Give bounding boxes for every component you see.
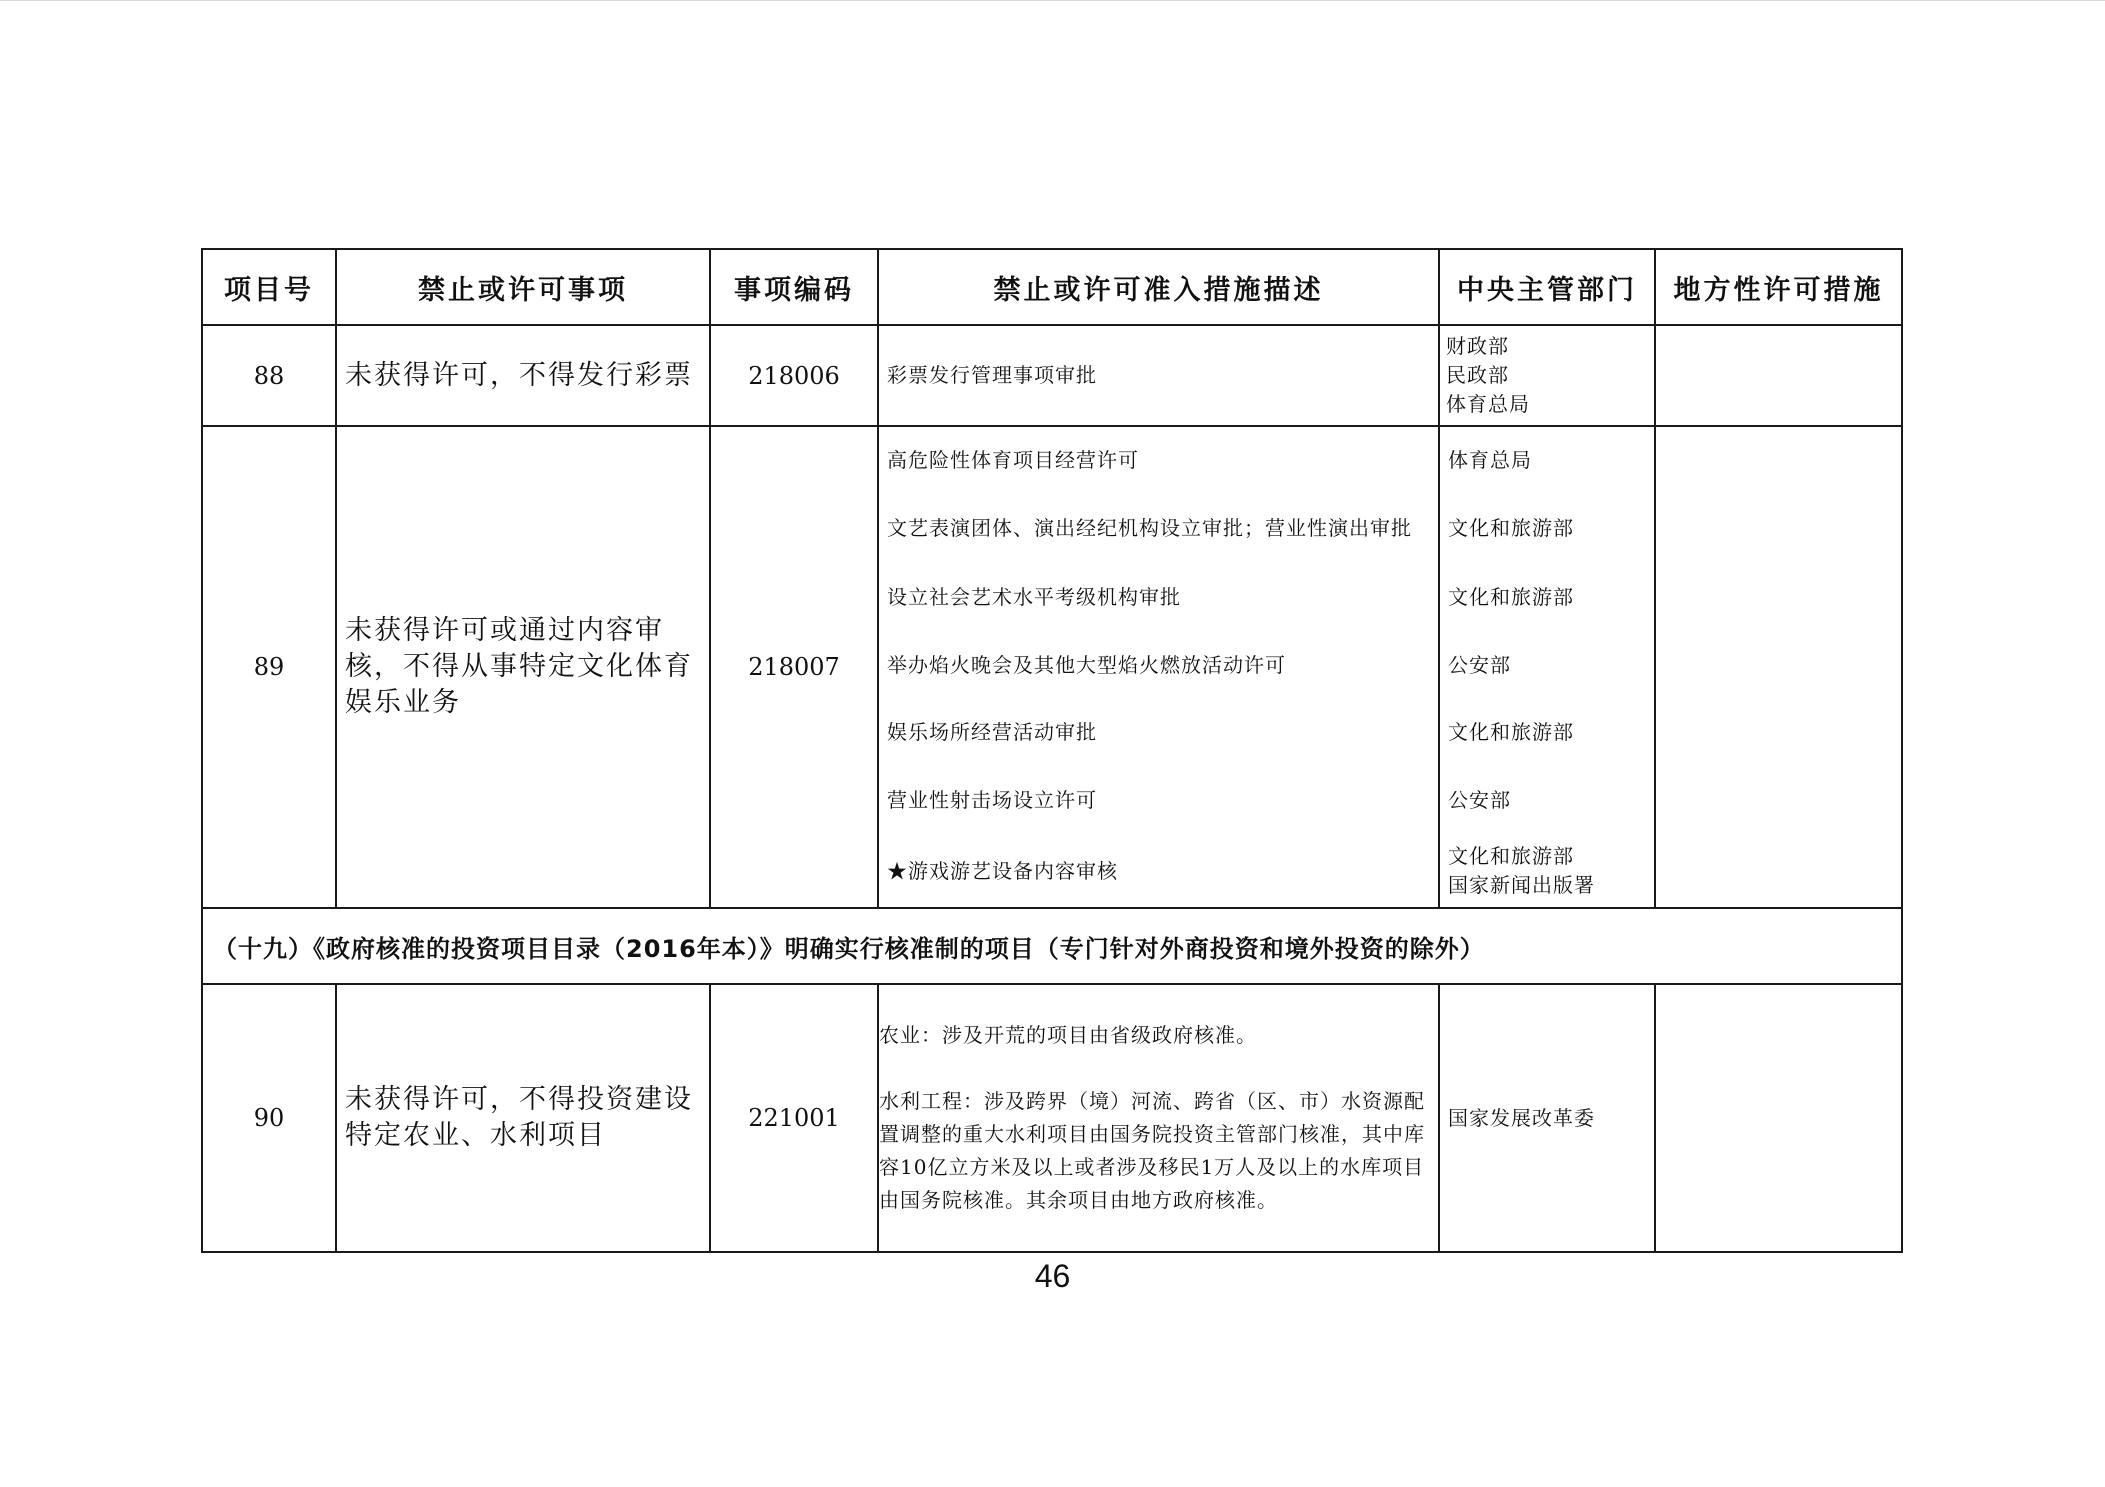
- dept-name: 体育总局: [1446, 392, 1530, 416]
- header-local-measure: 地方性许可措施: [1655, 249, 1902, 325]
- measure-desc: 举办焰火晚会及其他大型焰火燃放活动许可: [887, 652, 1286, 677]
- measure-desc: 娱乐场所经营活动审批: [887, 719, 1097, 744]
- row-item: 未获得许可或通过内容审核，不得从事特定文化体育娱乐业务: [336, 426, 710, 908]
- section-header-row: [202, 908, 1902, 984]
- header-measure-desc: 禁止或许可准入措施描述: [878, 249, 1439, 325]
- table-row: [202, 325, 1902, 426]
- header-item-name: 禁止或许可事项: [336, 249, 710, 325]
- table-row: [202, 426, 1902, 908]
- row-code: 218007: [710, 426, 878, 908]
- measure-desc: 彩票发行管理事项审批: [887, 363, 1097, 387]
- row-local-measure: [1655, 426, 1902, 908]
- section-title: （十九）《政府核准的投资项目目录（2016年本）》明确实行核准制的项目（专门针对外商投资和境外投资的除外）: [202, 908, 1902, 984]
- measure-desc: ★游戏游艺设备内容审核: [887, 858, 1118, 883]
- row-measure-desc: [878, 984, 1439, 1252]
- dept-name: 公安部: [1448, 787, 1511, 812]
- row-central-dept: [1439, 984, 1655, 1252]
- dept-name: 国家新闻出版署: [1448, 873, 1595, 897]
- header-central-dept: 中央主管部门: [1439, 249, 1655, 325]
- permit-table: [201, 248, 1903, 1253]
- row-code: 221001: [710, 984, 878, 1252]
- measure-desc: 水利工程：涉及跨界（境）河流、跨省（区、市）水资源配置调整的重大水利项目由国务院投资主管部门核准，其中库容10亿立方米及以上或者涉及移民1万人及以上的水库项目由国务院核准。其余项目由地方政府核准。: [879, 1089, 1425, 1212]
- row-no: 90: [202, 984, 336, 1252]
- dept-name: 公安部: [1448, 652, 1511, 677]
- row-measure-desc: [878, 325, 1439, 426]
- table-row: [202, 984, 1902, 1252]
- row-local-measure: [1655, 325, 1902, 426]
- measure-desc: 营业性射击场设立许可: [887, 787, 1097, 812]
- row-item: 未获得许可，不得投资建设特定农业、水利项目: [336, 984, 710, 1252]
- measure-desc: 设立社会艺术水平考级机构审批: [887, 584, 1181, 609]
- measure-desc: 高危险性体育项目经营许可: [887, 447, 1139, 472]
- row-central-dept: [1439, 426, 1655, 908]
- row-local-measure: [1655, 984, 1902, 1252]
- row-no: 88: [202, 325, 336, 426]
- measure-desc: 农业：涉及开荒的项目由省级政府核准。: [879, 1023, 1257, 1047]
- header-item-no: 项目号: [202, 249, 336, 325]
- dept-group: [1440, 835, 1654, 907]
- row-item: 未获得许可，不得发行彩票: [336, 325, 710, 426]
- header-item-code: 事项编码: [710, 249, 878, 325]
- row-measure-desc: [878, 426, 1439, 908]
- row-no: 89: [202, 426, 336, 908]
- dept-name: 文化和旅游部: [1448, 515, 1574, 540]
- page-number: 46: [1034, 1258, 1071, 1294]
- row-central-dept: [1439, 325, 1655, 426]
- page-top-border: [0, 0, 2105, 1]
- dept-name: 财政部: [1446, 334, 1509, 358]
- dept-name: 文化和旅游部: [1448, 584, 1574, 609]
- dept-name: 文化和旅游部: [1448, 844, 1574, 868]
- dept-name: 民政部: [1446, 363, 1509, 387]
- dept-name: 国家发展改革委: [1448, 1105, 1595, 1130]
- dept-name: 文化和旅游部: [1448, 719, 1574, 744]
- table-header-row: [202, 249, 1902, 325]
- measure-desc: 文艺表演团体、演出经纪机构设立审批；营业性演出审批: [887, 515, 1412, 540]
- dept-name: 体育总局: [1448, 447, 1532, 472]
- row-code: 218006: [710, 325, 878, 426]
